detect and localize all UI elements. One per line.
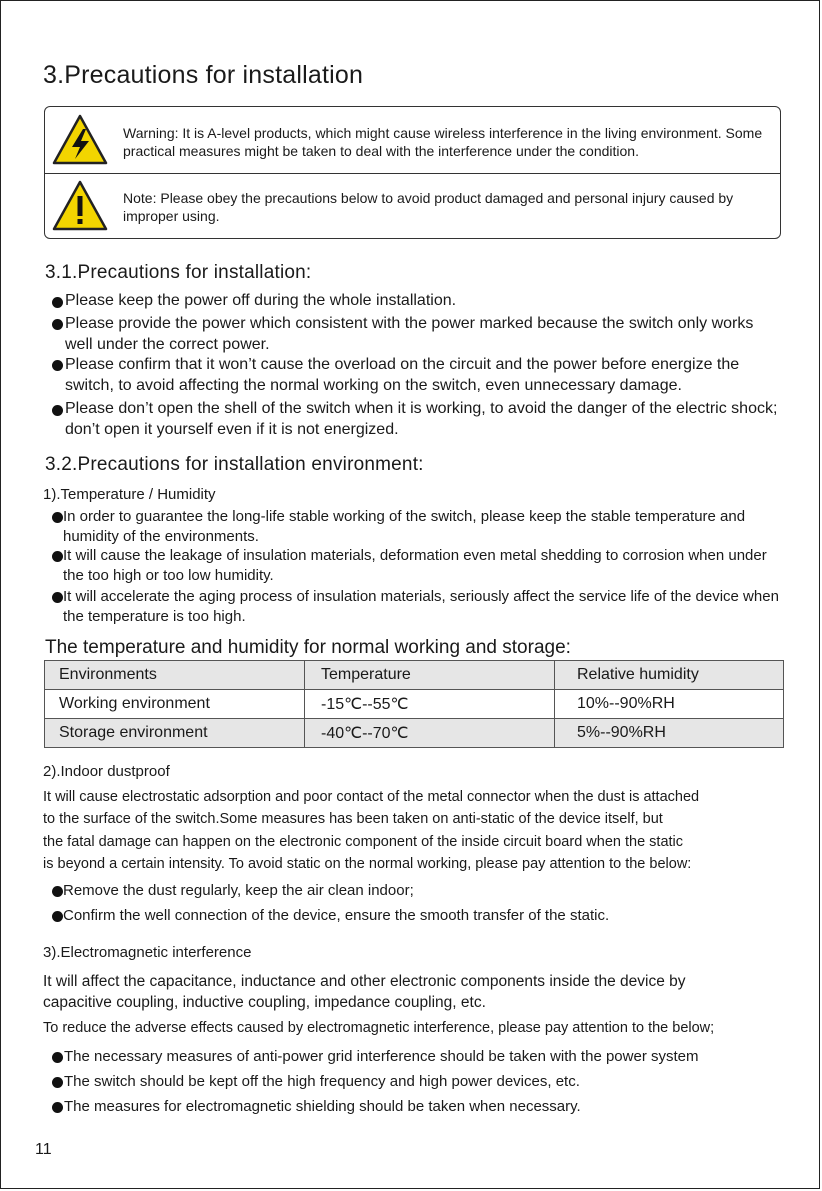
list-item: In order to guarantee the long-life stable working of the switch, please keep the stable temperature and humidity of the environments. [63, 508, 746, 545]
list-item: Remove the dust regularly, keep the air clean indoor; [63, 882, 414, 899]
table-cell: Working environment [45, 690, 305, 719]
table-cell: -15℃--55℃ [305, 690, 555, 719]
list-item: The measures for electromagnetic shielding should be taken when necessary. [64, 1098, 581, 1115]
bullet-icon [52, 1052, 63, 1063]
bullet-icon [52, 592, 63, 603]
bullet-icon [52, 297, 63, 308]
list-item: The necessary measures of anti-power grid interference should be taken with the power system [64, 1048, 699, 1065]
lightning-warning-icon [51, 113, 109, 172]
section-3-1-heading: 3.1.Precautions for installation: [45, 262, 312, 283]
table-caption: The temperature and humidity for normal working and storage: [45, 637, 571, 658]
column-header: Environments [45, 661, 305, 690]
list-item: Confirm the well connection of the device, ensure the smooth transfer of the static. [63, 907, 610, 924]
bullet-icon [52, 1102, 63, 1113]
electromagnetic-paragraph [43, 971, 803, 1013]
list-item: Please provide the power which consistent with the power marked because the switch only works well under the correct power. [65, 315, 754, 353]
warning-text: Warning: It is A-level products, which might cause wireless interference in the living environment. Some practical measures might be taken to deal with the interference under the condition. [123, 125, 763, 159]
list-item: Please don’t open the shell of the switch when it is working, to avoid the danger of the electric shock; don’t open it yourself even if it is not energized. [65, 400, 778, 438]
list-item: Please confirm that it won’t cause the overload on the circuit and the power before energize the switch, to avoid affecting the normal working on the switch, even unnecessary damage. [65, 356, 740, 394]
column-header: Temperature [305, 661, 555, 690]
list-item: It will cause the leakage of insulation materials, deformation even metal shedding to corrosion when under the too high or too low humidity. [63, 547, 767, 584]
paragraph-line: It will cause electrostatic adsorption and poor contact of the metal connector when the dust is attached [43, 789, 700, 805]
paragraph-line: It will affect the capacitance, inductance and other electronic components inside the device by [43, 973, 686, 990]
dustproof-paragraph [43, 786, 803, 875]
bullet-icon [52, 1077, 63, 1088]
temperature-humidity-heading: 1).Temperature / Humidity [43, 486, 216, 503]
table-header-row [45, 661, 784, 690]
table-cell: 10%--90%RH [555, 690, 784, 719]
bullet-icon [52, 319, 63, 330]
environment-table [44, 660, 784, 748]
bullet-icon [52, 360, 63, 371]
paragraph-line: is beyond a certain intensity. To avoid static on the normal working, please pay attention to the below: [43, 855, 692, 872]
column-header: Relative humidity [555, 661, 784, 690]
table-cell: -40℃--70℃ [305, 719, 555, 748]
paragraph-line: capacitive coupling, inductive coupling, impedance coupling, etc. [43, 994, 486, 1011]
list-item: The switch should be kept off the high frequency and high power devices, etc. [64, 1073, 580, 1090]
list-item: Please keep the power off during the whole installation. [65, 292, 457, 309]
list-item: It will accelerate the aging process of insulation materials, seriously affect the service life of the device when the temperature is too high. [63, 588, 779, 625]
electromagnetic-heading: 3).Electromagnetic interference [43, 944, 252, 961]
page-title: 3.Precautions for installation [43, 61, 364, 89]
bullet-icon [52, 512, 63, 523]
bullet-icon [52, 886, 63, 897]
paragraph-line: to the surface of the switch.Some measures has been taken on anti-static of the device itself, but [43, 811, 663, 828]
bullet-icon [52, 551, 63, 562]
table-row [45, 690, 784, 719]
notice-divider [45, 173, 780, 174]
table-row [45, 719, 784, 748]
note-text: Note: Please obey the precautions below to avoid product damaged and personal injury caused by improper using. [123, 190, 734, 224]
dustproof-heading: 2).Indoor dustproof [43, 763, 170, 780]
exclamation-warning-icon [51, 179, 109, 238]
bullet-icon [52, 405, 63, 416]
reduce-effects-line: To reduce the adverse effects caused by electromagnetic interference, please pay attention to the below; [43, 1020, 715, 1036]
page-number: 11 [35, 1141, 52, 1158]
table-cell: Storage environment [45, 719, 305, 748]
table-cell: 5%--90%RH [555, 719, 784, 748]
paragraph-line: the fatal damage can happen on the electronic component of the inside circuit board when the static [43, 833, 684, 850]
section-3-2-heading: 3.2.Precautions for installation environment: [45, 454, 424, 475]
bullet-icon [52, 911, 63, 922]
notice-box [44, 106, 781, 239]
